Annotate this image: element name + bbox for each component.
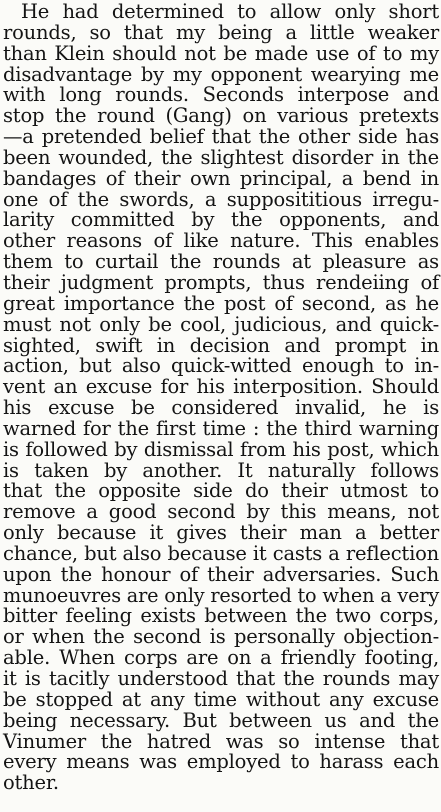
text-line: it is tacitly understood that the rounds may — [3, 667, 439, 690]
text-line: munoeuvres are only resorted to when a very — [3, 583, 440, 607]
text-line: disadvantage by my opponent wearying me — [3, 62, 439, 86]
text-line: vent an excuse for his interposition. Should — [3, 375, 439, 399]
text-line: than Klein should not be made use of to my — [3, 41, 439, 65]
text-line: been wounded, the slightest disorder in the — [3, 145, 439, 169]
text-line: or when the second is personally objection- — [3, 625, 439, 649]
text-line: able. When corps are on a friendly footing, — [3, 646, 439, 670]
text-line: larity committed by the opponents, and — [3, 208, 439, 232]
text-line: with long rounds. Seconds interpose and — [3, 83, 439, 107]
text-line: every means was employed to harass each — [3, 750, 439, 774]
text-line: his excuse be considered invalid, he is — [3, 396, 439, 420]
text-line: upon the honour of their adversaries. Such — [3, 562, 439, 586]
text-line: them to curtail the rounds at pleasure as — [3, 250, 439, 274]
text-line: be stopped at any time without any excuse — [3, 687, 439, 711]
text-line: sighted, swift in decision and prompt in — [3, 333, 439, 357]
text-line: warned for the first time : the third warning — [3, 416, 439, 440]
text-line: other. — [3, 771, 59, 795]
text-line: rounds, so that my being a little weaker — [3, 20, 439, 44]
text-line: He had determined to allow only short — [21, 0, 439, 23]
text-line: chance, but also because it casts a reflection — [3, 541, 439, 565]
text-line: must not only be cool, judicious, and quick- — [3, 312, 439, 336]
text-line: that the opposite side do their utmost to — [3, 479, 439, 503]
text-line: only because it gives their man a better — [3, 521, 439, 545]
text-line: their judgment prompts, thus rendeiing of — [3, 270, 439, 294]
article-text — [3, 2, 439, 794]
text-line: —a pretended belief that the other side has — [3, 125, 439, 149]
text-line: is followed by dismissal from his post, which — [3, 437, 439, 461]
text-line: action, but also quick-witted enough to in- — [3, 354, 439, 378]
text-line: remove a good second by this means, not — [3, 500, 439, 524]
text-line: bandages of their own principal, a bend in — [3, 166, 439, 190]
text-line: is taken by another. It naturally follows — [3, 458, 439, 482]
text-line: stop the round (Gang) on various pretexts — [3, 104, 439, 128]
text-line: other reasons of like nature. This enables — [3, 229, 439, 253]
text-line: Vinumer the hatred was so intense that — [3, 729, 439, 753]
text-line: being necessary. But between us and the — [3, 708, 439, 732]
text-line: bitter feeling exists between the two corps, — [3, 604, 439, 628]
text-line: great importance the post of second, as he — [3, 291, 439, 315]
text-line: one of the swords, a supposititious irregu- — [3, 187, 439, 211]
